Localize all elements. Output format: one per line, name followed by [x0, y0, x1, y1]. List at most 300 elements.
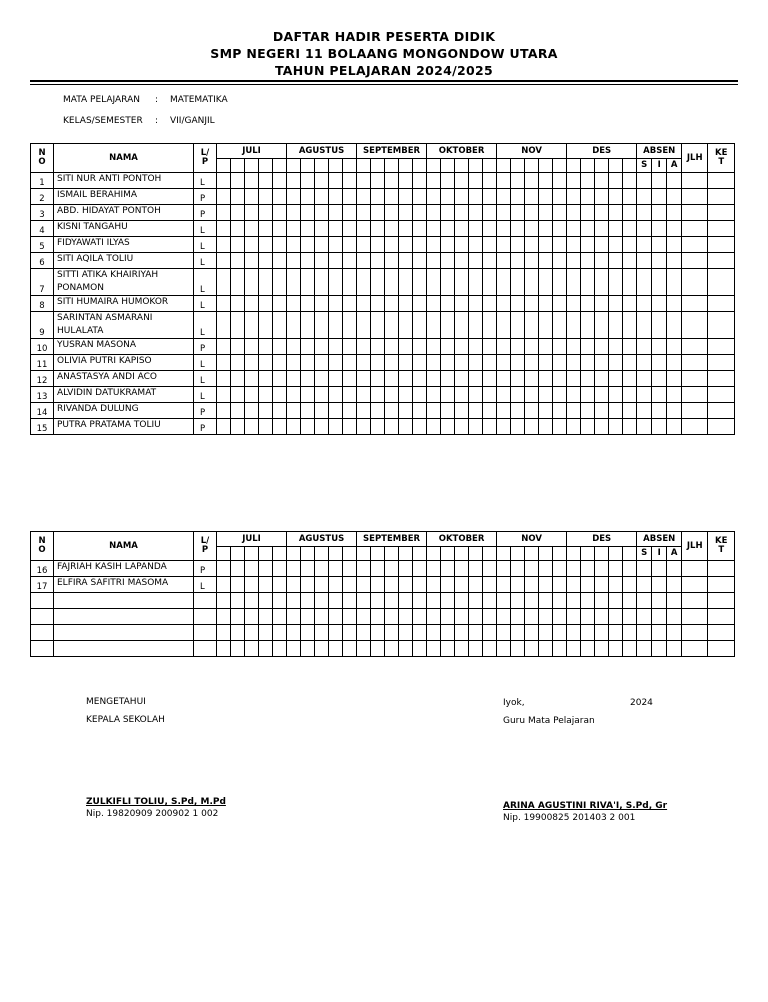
attendance-cell[interactable] — [623, 609, 637, 625]
attendance-cell[interactable] — [609, 609, 623, 625]
attendance-cell[interactable] — [385, 312, 399, 339]
attendance-cell[interactable] — [441, 419, 455, 435]
attendance-cell[interactable] — [623, 371, 637, 387]
attendance-cell[interactable] — [483, 221, 497, 237]
attendance-cell[interactable] — [637, 561, 652, 577]
attendance-cell[interactable] — [287, 237, 301, 253]
attendance-cell[interactable] — [371, 269, 385, 296]
attendance-cell[interactable] — [553, 641, 567, 657]
attendance-cell[interactable] — [708, 593, 735, 609]
attendance-cell[interactable] — [553, 371, 567, 387]
attendance-cell[interactable] — [357, 387, 371, 403]
attendance-cell[interactable] — [595, 387, 609, 403]
attendance-cell[interactable] — [567, 403, 581, 419]
attendance-cell[interactable] — [595, 561, 609, 577]
attendance-cell[interactable] — [329, 296, 343, 312]
attendance-cell[interactable] — [427, 641, 441, 657]
attendance-cell[interactable] — [483, 625, 497, 641]
attendance-cell[interactable] — [581, 609, 595, 625]
attendance-cell[interactable] — [357, 173, 371, 189]
attendance-cell[interactable] — [273, 339, 287, 355]
attendance-cell[interactable] — [511, 355, 525, 371]
attendance-cell[interactable] — [539, 641, 553, 657]
attendance-cell[interactable] — [455, 205, 469, 221]
attendance-cell[interactable] — [539, 593, 553, 609]
attendance-cell[interactable] — [497, 189, 511, 205]
attendance-cell[interactable] — [385, 269, 399, 296]
attendance-cell[interactable] — [441, 561, 455, 577]
attendance-cell[interactable] — [441, 403, 455, 419]
attendance-cell[interactable] — [427, 561, 441, 577]
attendance-cell[interactable] — [455, 221, 469, 237]
attendance-cell[interactable] — [469, 387, 483, 403]
attendance-cell[interactable] — [497, 221, 511, 237]
attendance-cell[interactable] — [553, 387, 567, 403]
attendance-cell[interactable] — [343, 189, 357, 205]
attendance-cell[interactable] — [427, 625, 441, 641]
attendance-cell[interactable] — [483, 189, 497, 205]
attendance-cell[interactable] — [667, 371, 682, 387]
attendance-cell[interactable] — [595, 205, 609, 221]
attendance-cell[interactable] — [413, 221, 427, 237]
attendance-cell[interactable] — [469, 641, 483, 657]
attendance-cell[interactable] — [245, 205, 259, 221]
attendance-cell[interactable] — [682, 355, 708, 371]
attendance-cell[interactable] — [497, 371, 511, 387]
attendance-cell[interactable] — [609, 237, 623, 253]
attendance-cell[interactable] — [525, 339, 539, 355]
attendance-cell[interactable] — [667, 641, 682, 657]
attendance-cell[interactable] — [595, 609, 609, 625]
attendance-cell[interactable] — [553, 419, 567, 435]
attendance-cell[interactable] — [497, 641, 511, 657]
attendance-cell[interactable] — [357, 189, 371, 205]
attendance-cell[interactable] — [539, 237, 553, 253]
attendance-cell[interactable] — [483, 419, 497, 435]
attendance-cell[interactable] — [553, 237, 567, 253]
attendance-cell[interactable] — [427, 189, 441, 205]
attendance-cell[interactable] — [609, 593, 623, 609]
attendance-cell[interactable] — [245, 269, 259, 296]
attendance-cell[interactable] — [708, 577, 735, 593]
attendance-cell[interactable] — [287, 371, 301, 387]
attendance-cell[interactable] — [637, 625, 652, 641]
attendance-cell[interactable] — [595, 339, 609, 355]
attendance-cell[interactable] — [682, 403, 708, 419]
attendance-cell[interactable] — [273, 387, 287, 403]
attendance-cell[interactable] — [357, 577, 371, 593]
attendance-cell[interactable] — [609, 189, 623, 205]
attendance-cell[interactable] — [525, 403, 539, 419]
attendance-cell[interactable] — [511, 253, 525, 269]
attendance-cell[interactable] — [539, 312, 553, 339]
attendance-cell[interactable] — [511, 593, 525, 609]
attendance-cell[interactable] — [581, 189, 595, 205]
attendance-cell[interactable] — [682, 609, 708, 625]
attendance-cell[interactable] — [301, 641, 315, 657]
attendance-cell[interactable] — [525, 312, 539, 339]
attendance-cell[interactable] — [273, 296, 287, 312]
attendance-cell[interactable] — [511, 403, 525, 419]
attendance-cell[interactable] — [682, 387, 708, 403]
attendance-cell[interactable] — [343, 339, 357, 355]
attendance-cell[interactable] — [469, 403, 483, 419]
attendance-cell[interactable] — [385, 253, 399, 269]
attendance-cell[interactable] — [301, 189, 315, 205]
attendance-cell[interactable] — [539, 561, 553, 577]
attendance-cell[interactable] — [301, 221, 315, 237]
attendance-cell[interactable] — [273, 609, 287, 625]
attendance-cell[interactable] — [217, 189, 231, 205]
attendance-cell[interactable] — [315, 269, 329, 296]
attendance-cell[interactable] — [371, 561, 385, 577]
attendance-cell[interactable] — [413, 593, 427, 609]
attendance-cell[interactable] — [667, 269, 682, 296]
attendance-cell[interactable] — [217, 609, 231, 625]
attendance-cell[interactable] — [539, 269, 553, 296]
attendance-cell[interactable] — [231, 237, 245, 253]
attendance-cell[interactable] — [667, 403, 682, 419]
attendance-cell[interactable] — [371, 312, 385, 339]
attendance-cell[interactable] — [245, 339, 259, 355]
attendance-cell[interactable] — [595, 625, 609, 641]
attendance-cell[interactable] — [399, 296, 413, 312]
attendance-cell[interactable] — [217, 173, 231, 189]
attendance-cell[interactable] — [273, 237, 287, 253]
attendance-cell[interactable] — [525, 561, 539, 577]
attendance-cell[interactable] — [553, 403, 567, 419]
attendance-cell[interactable] — [371, 296, 385, 312]
attendance-cell[interactable] — [315, 253, 329, 269]
attendance-cell[interactable] — [399, 205, 413, 221]
attendance-cell[interactable] — [441, 625, 455, 641]
attendance-cell[interactable] — [259, 296, 273, 312]
attendance-cell[interactable] — [667, 221, 682, 237]
attendance-cell[interactable] — [455, 312, 469, 339]
attendance-cell[interactable] — [553, 173, 567, 189]
attendance-cell[interactable] — [217, 237, 231, 253]
attendance-cell[interactable] — [652, 205, 667, 221]
attendance-cell[interactable] — [315, 387, 329, 403]
attendance-cell[interactable] — [595, 312, 609, 339]
attendance-cell[interactable] — [315, 625, 329, 641]
attendance-cell[interactable] — [652, 371, 667, 387]
attendance-cell[interactable] — [609, 269, 623, 296]
attendance-cell[interactable] — [399, 312, 413, 339]
attendance-cell[interactable] — [245, 387, 259, 403]
attendance-cell[interactable] — [259, 221, 273, 237]
attendance-cell[interactable] — [623, 237, 637, 253]
attendance-cell[interactable] — [357, 269, 371, 296]
attendance-cell[interactable] — [497, 561, 511, 577]
attendance-cell[interactable] — [217, 253, 231, 269]
attendance-cell[interactable] — [469, 371, 483, 387]
attendance-cell[interactable] — [682, 269, 708, 296]
attendance-cell[interactable] — [667, 339, 682, 355]
attendance-cell[interactable] — [343, 387, 357, 403]
attendance-cell[interactable] — [637, 237, 652, 253]
attendance-cell[interactable] — [609, 205, 623, 221]
attendance-cell[interactable] — [652, 561, 667, 577]
attendance-cell[interactable] — [357, 221, 371, 237]
attendance-cell[interactable] — [231, 561, 245, 577]
attendance-cell[interactable] — [413, 253, 427, 269]
attendance-cell[interactable] — [455, 189, 469, 205]
attendance-cell[interactable] — [609, 561, 623, 577]
attendance-cell[interactable] — [427, 296, 441, 312]
attendance-cell[interactable] — [525, 641, 539, 657]
attendance-cell[interactable] — [623, 419, 637, 435]
attendance-cell[interactable] — [469, 312, 483, 339]
attendance-cell[interactable] — [287, 312, 301, 339]
attendance-cell[interactable] — [539, 387, 553, 403]
attendance-cell[interactable] — [259, 625, 273, 641]
attendance-cell[interactable] — [469, 593, 483, 609]
attendance-cell[interactable] — [637, 221, 652, 237]
attendance-cell[interactable] — [637, 296, 652, 312]
attendance-cell[interactable] — [301, 577, 315, 593]
attendance-cell[interactable] — [259, 387, 273, 403]
attendance-cell[interactable] — [609, 173, 623, 189]
attendance-cell[interactable] — [329, 387, 343, 403]
attendance-cell[interactable] — [539, 625, 553, 641]
attendance-cell[interactable] — [287, 173, 301, 189]
attendance-cell[interactable] — [708, 419, 735, 435]
attendance-cell[interactable] — [329, 253, 343, 269]
attendance-cell[interactable] — [497, 609, 511, 625]
attendance-cell[interactable] — [231, 355, 245, 371]
attendance-cell[interactable] — [623, 339, 637, 355]
attendance-cell[interactable] — [399, 419, 413, 435]
attendance-cell[interactable] — [595, 641, 609, 657]
attendance-cell[interactable] — [343, 371, 357, 387]
attendance-cell[interactable] — [455, 371, 469, 387]
attendance-cell[interactable] — [553, 269, 567, 296]
attendance-cell[interactable] — [329, 237, 343, 253]
attendance-cell[interactable] — [553, 221, 567, 237]
attendance-cell[interactable] — [245, 577, 259, 593]
attendance-cell[interactable] — [245, 609, 259, 625]
attendance-cell[interactable] — [708, 355, 735, 371]
attendance-cell[interactable] — [708, 189, 735, 205]
attendance-cell[interactable] — [343, 312, 357, 339]
attendance-cell[interactable] — [371, 609, 385, 625]
attendance-cell[interactable] — [357, 419, 371, 435]
attendance-cell[interactable] — [357, 593, 371, 609]
attendance-cell[interactable] — [301, 312, 315, 339]
attendance-cell[interactable] — [539, 403, 553, 419]
attendance-cell[interactable] — [553, 339, 567, 355]
attendance-cell[interactable] — [343, 237, 357, 253]
attendance-cell[interactable] — [525, 371, 539, 387]
attendance-cell[interactable] — [553, 561, 567, 577]
attendance-cell[interactable] — [595, 189, 609, 205]
attendance-cell[interactable] — [259, 577, 273, 593]
attendance-cell[interactable] — [483, 609, 497, 625]
attendance-cell[interactable] — [497, 173, 511, 189]
attendance-cell[interactable] — [245, 237, 259, 253]
attendance-cell[interactable] — [567, 371, 581, 387]
attendance-cell[interactable] — [343, 355, 357, 371]
attendance-cell[interactable] — [287, 403, 301, 419]
attendance-cell[interactable] — [217, 312, 231, 339]
attendance-cell[interactable] — [511, 561, 525, 577]
attendance-cell[interactable] — [301, 253, 315, 269]
attendance-cell[interactable] — [315, 205, 329, 221]
attendance-cell[interactable] — [287, 419, 301, 435]
attendance-cell[interactable] — [609, 312, 623, 339]
attendance-cell[interactable] — [469, 221, 483, 237]
attendance-cell[interactable] — [413, 173, 427, 189]
attendance-cell[interactable] — [708, 237, 735, 253]
attendance-cell[interactable] — [329, 371, 343, 387]
attendance-cell[interactable] — [682, 339, 708, 355]
attendance-cell[interactable] — [371, 593, 385, 609]
attendance-cell[interactable] — [273, 269, 287, 296]
attendance-cell[interactable] — [357, 237, 371, 253]
attendance-cell[interactable] — [567, 189, 581, 205]
attendance-cell[interactable] — [637, 355, 652, 371]
attendance-cell[interactable] — [399, 403, 413, 419]
attendance-cell[interactable] — [287, 625, 301, 641]
attendance-cell[interactable] — [259, 173, 273, 189]
attendance-cell[interactable] — [427, 205, 441, 221]
attendance-cell[interactable] — [329, 189, 343, 205]
attendance-cell[interactable] — [399, 189, 413, 205]
attendance-cell[interactable] — [581, 625, 595, 641]
attendance-cell[interactable] — [217, 577, 231, 593]
attendance-cell[interactable] — [623, 403, 637, 419]
attendance-cell[interactable] — [329, 312, 343, 339]
attendance-cell[interactable] — [399, 253, 413, 269]
attendance-cell[interactable] — [567, 419, 581, 435]
attendance-cell[interactable] — [217, 625, 231, 641]
attendance-cell[interactable] — [273, 173, 287, 189]
attendance-cell[interactable] — [399, 577, 413, 593]
attendance-cell[interactable] — [483, 253, 497, 269]
attendance-cell[interactable] — [609, 253, 623, 269]
attendance-cell[interactable] — [652, 419, 667, 435]
attendance-cell[interactable] — [567, 221, 581, 237]
attendance-cell[interactable] — [455, 269, 469, 296]
attendance-cell[interactable] — [259, 403, 273, 419]
attendance-cell[interactable] — [667, 173, 682, 189]
attendance-cell[interactable] — [667, 387, 682, 403]
attendance-cell[interactable] — [553, 253, 567, 269]
attendance-cell[interactable] — [667, 577, 682, 593]
attendance-cell[interactable] — [287, 253, 301, 269]
attendance-cell[interactable] — [511, 312, 525, 339]
attendance-cell[interactable] — [667, 205, 682, 221]
attendance-cell[interactable] — [511, 577, 525, 593]
attendance-cell[interactable] — [273, 355, 287, 371]
attendance-cell[interactable] — [652, 189, 667, 205]
attendance-cell[interactable] — [483, 641, 497, 657]
attendance-cell[interactable] — [682, 641, 708, 657]
attendance-cell[interactable] — [287, 221, 301, 237]
attendance-cell[interactable] — [273, 641, 287, 657]
attendance-cell[interactable] — [469, 561, 483, 577]
attendance-cell[interactable] — [441, 296, 455, 312]
attendance-cell[interactable] — [273, 221, 287, 237]
attendance-cell[interactable] — [497, 625, 511, 641]
attendance-cell[interactable] — [245, 371, 259, 387]
attendance-cell[interactable] — [315, 561, 329, 577]
attendance-cell[interactable] — [539, 173, 553, 189]
attendance-cell[interactable] — [483, 312, 497, 339]
attendance-cell[interactable] — [385, 419, 399, 435]
attendance-cell[interactable] — [371, 253, 385, 269]
attendance-cell[interactable] — [441, 253, 455, 269]
attendance-cell[interactable] — [469, 253, 483, 269]
attendance-cell[interactable] — [652, 221, 667, 237]
attendance-cell[interactable] — [245, 625, 259, 641]
attendance-cell[interactable] — [667, 189, 682, 205]
attendance-cell[interactable] — [637, 419, 652, 435]
attendance-cell[interactable] — [469, 419, 483, 435]
attendance-cell[interactable] — [315, 237, 329, 253]
attendance-cell[interactable] — [682, 577, 708, 593]
attendance-cell[interactable] — [637, 339, 652, 355]
attendance-cell[interactable] — [441, 641, 455, 657]
attendance-cell[interactable] — [259, 205, 273, 221]
attendance-cell[interactable] — [329, 593, 343, 609]
attendance-cell[interactable] — [553, 312, 567, 339]
attendance-cell[interactable] — [329, 269, 343, 296]
attendance-cell[interactable] — [708, 561, 735, 577]
attendance-cell[interactable] — [245, 355, 259, 371]
attendance-cell[interactable] — [371, 387, 385, 403]
attendance-cell[interactable] — [259, 269, 273, 296]
attendance-cell[interactable] — [511, 609, 525, 625]
attendance-cell[interactable] — [371, 355, 385, 371]
attendance-cell[interactable] — [287, 355, 301, 371]
attendance-cell[interactable] — [483, 205, 497, 221]
attendance-cell[interactable] — [245, 253, 259, 269]
attendance-cell[interactable] — [441, 355, 455, 371]
attendance-cell[interactable] — [385, 403, 399, 419]
attendance-cell[interactable] — [455, 403, 469, 419]
attendance-cell[interactable] — [637, 312, 652, 339]
attendance-cell[interactable] — [329, 641, 343, 657]
attendance-cell[interactable] — [623, 625, 637, 641]
attendance-cell[interactable] — [245, 296, 259, 312]
attendance-cell[interactable] — [637, 371, 652, 387]
attendance-cell[interactable] — [497, 253, 511, 269]
attendance-cell[interactable] — [708, 269, 735, 296]
attendance-cell[interactable] — [427, 387, 441, 403]
attendance-cell[interactable] — [329, 625, 343, 641]
attendance-cell[interactable] — [343, 253, 357, 269]
attendance-cell[interactable] — [539, 577, 553, 593]
attendance-cell[interactable] — [511, 269, 525, 296]
attendance-cell[interactable] — [231, 339, 245, 355]
attendance-cell[interactable] — [441, 577, 455, 593]
attendance-cell[interactable] — [343, 577, 357, 593]
attendance-cell[interactable] — [553, 189, 567, 205]
attendance-cell[interactable] — [567, 253, 581, 269]
attendance-cell[interactable] — [525, 609, 539, 625]
attendance-cell[interactable] — [273, 205, 287, 221]
attendance-cell[interactable] — [371, 641, 385, 657]
attendance-cell[interactable] — [343, 625, 357, 641]
attendance-cell[interactable] — [581, 269, 595, 296]
attendance-cell[interactable] — [371, 205, 385, 221]
attendance-cell[interactable] — [357, 355, 371, 371]
attendance-cell[interactable] — [623, 387, 637, 403]
attendance-cell[interactable] — [357, 312, 371, 339]
attendance-cell[interactable] — [315, 312, 329, 339]
